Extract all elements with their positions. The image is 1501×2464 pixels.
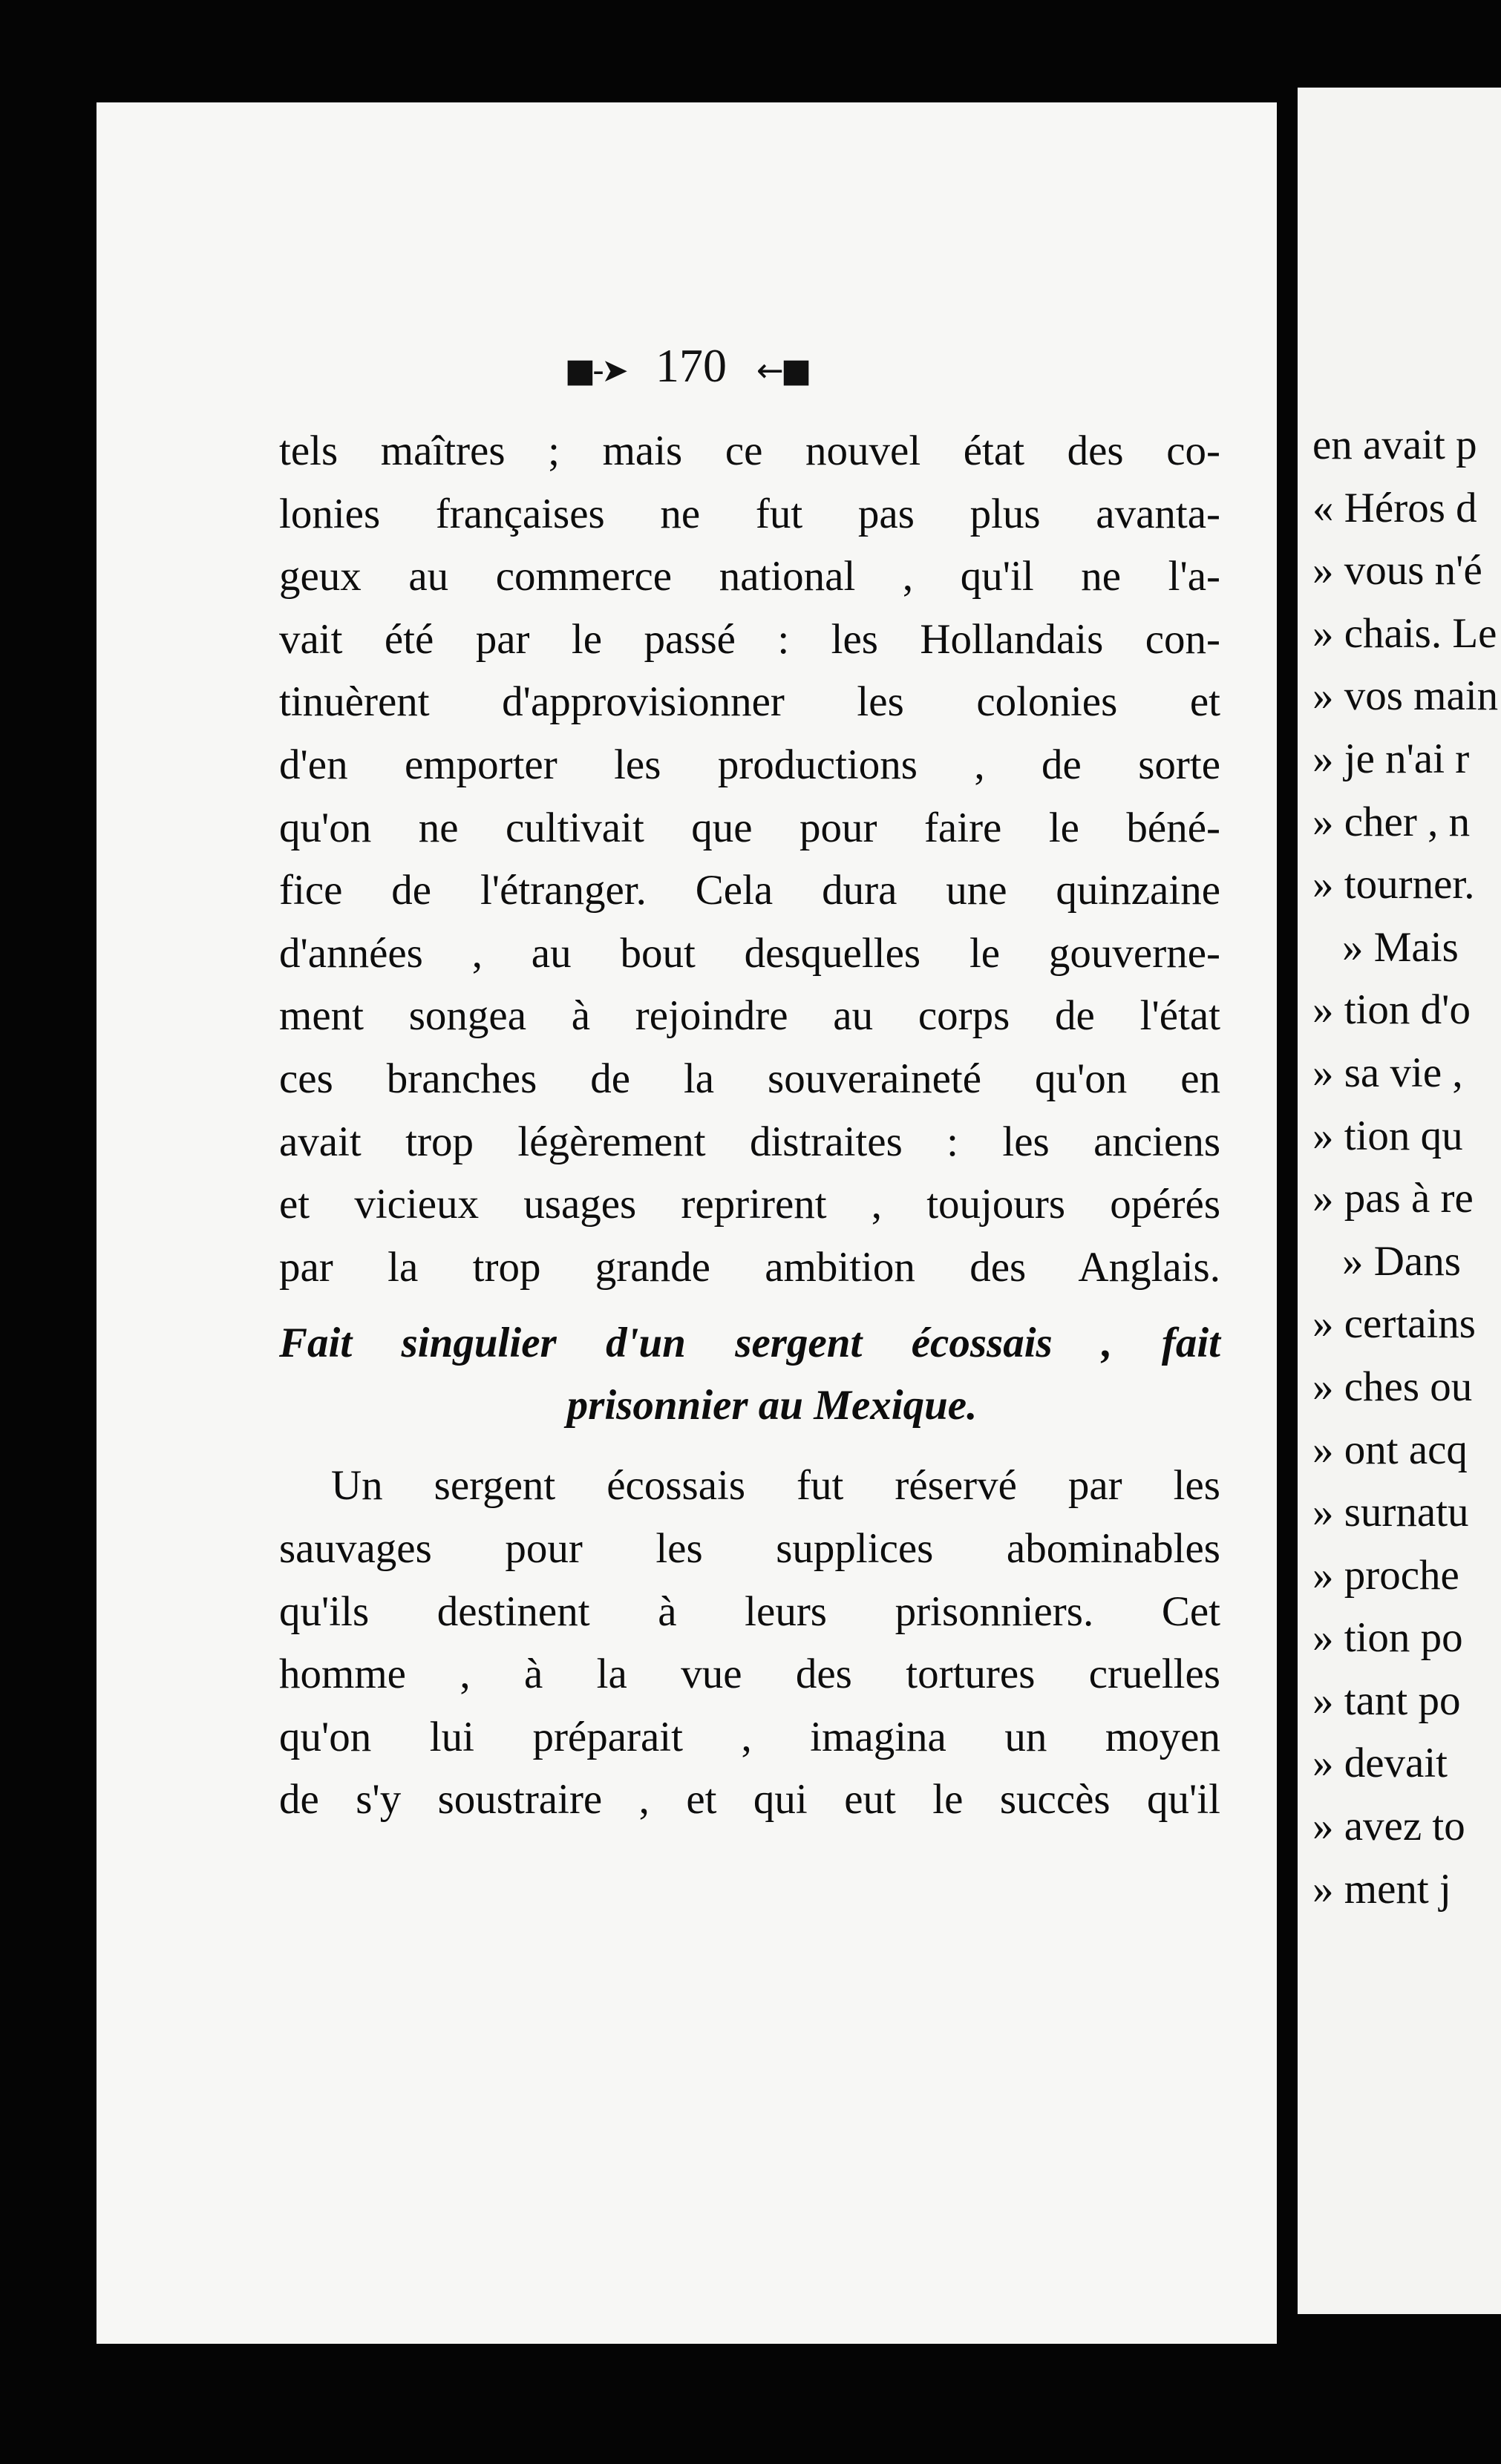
text-line: de s'y soustraire , et qui eut le succès qu'il xyxy=(279,1776,1220,1824)
text-line: » proche xyxy=(1312,1551,1459,1599)
text-line: sauvages pour les supplices abominables xyxy=(279,1524,1220,1572)
text-line: Un sergent écossais fut réservé par les xyxy=(331,1462,1220,1510)
text-line: fice de l'étranger. Cela dura une quinzaine xyxy=(279,867,1220,914)
text-line: » pas à re xyxy=(1312,1175,1474,1222)
text-line: d'années , au bout desquelles le gouverne- xyxy=(279,929,1220,977)
text-line: » vos main xyxy=(1312,672,1499,720)
heading-line: prisonnier au Mexique. xyxy=(566,1382,978,1429)
text-line: » Dans xyxy=(1342,1237,1461,1285)
text-line: qu'on lui préparait , imagina un moyen xyxy=(279,1713,1220,1760)
text-line: » tourner. xyxy=(1312,861,1475,908)
text-line: » je n'ai r xyxy=(1312,735,1470,782)
text-line: » ches ou xyxy=(1312,1363,1473,1410)
text-line: » tant po xyxy=(1312,1677,1461,1724)
text-line: par la trop grande ambition des Anglais. xyxy=(279,1243,1220,1291)
text-line: » surnatu xyxy=(1312,1489,1469,1536)
text-line: » chais. Le xyxy=(1312,609,1497,657)
text-line: ment songea à rejoindre au corps de l'état xyxy=(279,992,1220,1040)
heading-line: Fait singulier d'un sergent écossais , fait xyxy=(279,1320,1220,1367)
text-line: avait trop légèrement distraites : les anciens xyxy=(279,1118,1220,1165)
text-line: ces branches de la souveraineté qu'on en xyxy=(279,1055,1220,1102)
paragraph-2 xyxy=(279,1455,1220,1832)
text-line: » ment j xyxy=(1312,1865,1451,1913)
text-line: geux au commerce national , qu'il ne l'a- xyxy=(279,553,1220,600)
text-line: » Mais xyxy=(1342,923,1459,971)
right-page xyxy=(1298,88,1501,2314)
text-line: » cher , n xyxy=(1312,798,1471,845)
text-line: » certains xyxy=(1312,1300,1476,1348)
text-line: et vicieux usages reprirent , toujours opérés xyxy=(279,1181,1220,1228)
text-line: tels maîtres ; mais ce nouvel état des co- xyxy=(279,427,1220,474)
left-page-body xyxy=(279,420,1220,1832)
text-line: qu'on ne cultivait que pour faire le béné- xyxy=(279,804,1220,851)
text-line: » tion po xyxy=(1312,1614,1463,1662)
right-page-body xyxy=(1312,414,1501,1921)
text-line: en avait p xyxy=(1312,422,1477,468)
text-line: » tion d'o xyxy=(1312,986,1471,1034)
text-line: » vous n'é xyxy=(1312,547,1482,594)
text-line: tinuèrent d'approvisionner les colonies et xyxy=(279,678,1220,726)
page-number: 170 xyxy=(655,339,727,392)
text-line: « Héros d xyxy=(1312,484,1477,531)
header-ornament-left: ■-➤ xyxy=(564,351,626,390)
text-line: homme , à la vue des tortures cruelles xyxy=(279,1651,1220,1698)
text-line: vait été par le passé : les Hollandais con- xyxy=(279,615,1220,663)
text-line: » sa vie , xyxy=(1312,1049,1463,1096)
text-line: d'en emporter les productions , de sorte xyxy=(279,741,1220,788)
text-line: » devait xyxy=(1312,1740,1448,1787)
text-line: lonies françaises ne fut pas plus avanta- xyxy=(279,490,1220,537)
header-ornament-right: ←■ xyxy=(756,351,809,390)
text-line: qu'ils destinent à leurs prisonniers. Cet xyxy=(279,1587,1220,1635)
paragraph-1 xyxy=(279,420,1220,1299)
text-line: » tion qu xyxy=(1312,1112,1463,1159)
page-header xyxy=(97,338,1277,393)
text-line: » ont acq xyxy=(1312,1426,1468,1473)
section-heading xyxy=(279,1312,1220,1437)
text-line: » avez to xyxy=(1312,1803,1465,1850)
